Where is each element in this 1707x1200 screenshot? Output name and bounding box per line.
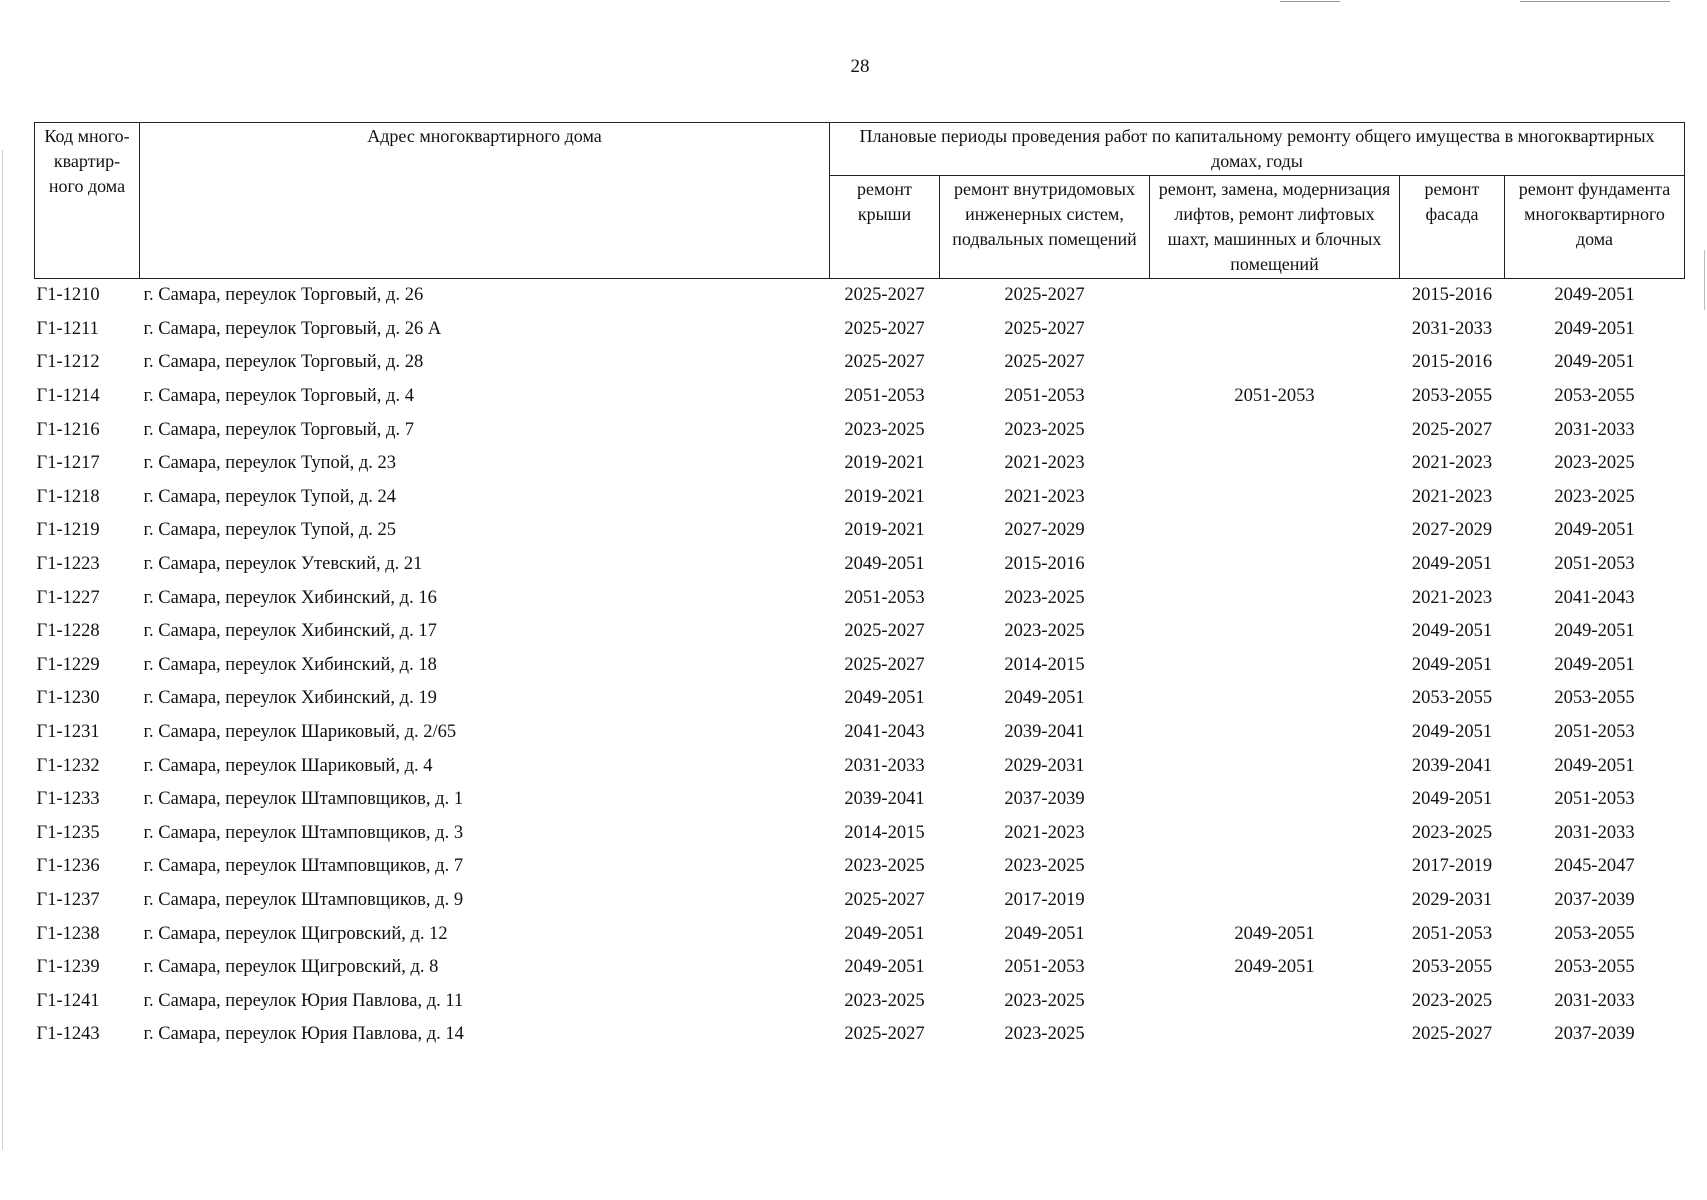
table-row <box>35 817 1685 851</box>
cell-elevators: 2049-2051 <box>1234 957 1315 978</box>
cell-facade: 2025-2027 <box>1411 1024 1493 1045</box>
cell-roof: 2031-2033 <box>844 755 925 776</box>
cell-address: г. Самара, переулок Штамповщиков, д. 1 <box>143 789 464 810</box>
cell-address: г. Самара, переулок Шариковый, д. 4 <box>143 755 433 776</box>
cell-address: г. Самара, переулок Шариковый, д. 2/65 <box>143 722 457 743</box>
cell-facade: 2031-2033 <box>1411 318 1493 339</box>
cell-roof: 2025-2027 <box>844 889 925 910</box>
cell-code: Г1-1223 <box>36 554 100 575</box>
cell-foundation: 2023-2025 <box>1554 486 1635 507</box>
table-row <box>35 951 1685 985</box>
cell-address: г. Самара, переулок Юрия Павлова, д. 11 <box>143 990 464 1011</box>
table-row <box>35 649 1685 683</box>
page-number: 28 <box>850 56 870 77</box>
cell-address: г. Самара, переулок Торговый, д. 26 <box>143 285 424 306</box>
repair-schedule-table <box>34 122 1685 1052</box>
cell-roof: 2049-2051 <box>844 688 925 709</box>
cell-address: г. Самара, переулок Штамповщиков, д. 3 <box>143 822 464 843</box>
cell-code: Г1-1236 <box>36 856 100 877</box>
cell-roof: 2041-2043 <box>844 722 925 743</box>
cell-facade: 2053-2055 <box>1411 688 1493 709</box>
cell-address: г. Самара, переулок Тупой, д. 23 <box>143 453 397 474</box>
cell-facade: 2053-2055 <box>1411 957 1493 978</box>
table-row <box>35 447 1685 481</box>
cell-foundation: 2031-2033 <box>1554 419 1635 440</box>
cell-address: г. Самара, переулок Тупой, д. 25 <box>143 520 397 541</box>
cell-roof: 2025-2027 <box>844 285 925 306</box>
cell-roof: 2051-2053 <box>844 386 925 407</box>
cell-roof: 2019-2021 <box>844 520 925 541</box>
cell-foundation: 2049-2051 <box>1554 520 1635 541</box>
cell-elevators <box>1150 447 1400 481</box>
cell-roof: 2025-2027 <box>844 621 925 642</box>
cell-roof: 2049-2051 <box>844 957 925 978</box>
table-row <box>35 682 1685 716</box>
cell-engineering: 2039-2041 <box>1004 722 1085 743</box>
cell-foundation: 2041-2043 <box>1554 587 1635 608</box>
cell-roof: 2025-2027 <box>844 654 925 675</box>
cell-engineering: 2015-2016 <box>1004 554 1085 575</box>
cell-address: г. Самара, переулок Юрия Павлова, д. 14 <box>143 1024 464 1045</box>
table-row <box>35 716 1685 750</box>
cell-facade: 2025-2027 <box>1411 419 1493 440</box>
cell-address: г. Самара, переулок Хибинский, д. 19 <box>143 688 437 709</box>
cell-code: Г1-1237 <box>36 889 100 910</box>
cell-facade: 2053-2055 <box>1411 386 1493 407</box>
cell-roof: 2049-2051 <box>844 923 925 944</box>
table-row <box>35 548 1685 582</box>
cell-elevators <box>1150 481 1400 515</box>
table-body <box>35 279 1685 1052</box>
cell-elevators: 2051-2053 <box>1234 386 1315 407</box>
cell-roof: 2049-2051 <box>844 554 925 575</box>
cell-elevators <box>1150 783 1400 817</box>
cell-address: г. Самара, переулок Хибинский, д. 17 <box>143 621 437 642</box>
cell-engineering: 2025-2027 <box>1004 352 1085 373</box>
cell-elevators <box>1150 514 1400 548</box>
table-row <box>35 850 1685 884</box>
column-header-facade: ремонт фасада <box>1400 176 1505 279</box>
cell-elevators <box>1150 581 1400 615</box>
cell-facade: 2049-2051 <box>1411 789 1493 810</box>
cell-elevators <box>1150 649 1400 683</box>
cell-foundation: 2053-2055 <box>1554 957 1635 978</box>
cell-facade: 2021-2023 <box>1411 486 1493 507</box>
table-row <box>35 514 1685 548</box>
column-header-address: Адрес многоквартирного дома <box>140 123 830 279</box>
cell-facade: 2039-2041 <box>1411 755 1493 776</box>
cell-engineering: 2051-2053 <box>1004 386 1085 407</box>
table-row <box>35 380 1685 414</box>
cell-engineering: 2014-2015 <box>1004 654 1085 675</box>
table-row <box>35 279 1685 313</box>
cell-elevators <box>1150 850 1400 884</box>
column-header-engineering: ремонт внутридомовых инженерных систем, подвальных помещений <box>940 176 1150 279</box>
table-row <box>35 884 1685 918</box>
cell-facade: 2021-2023 <box>1411 587 1493 608</box>
cell-code: Г1-1219 <box>36 520 100 541</box>
cell-code: Г1-1232 <box>36 755 100 776</box>
cell-engineering: 2021-2023 <box>1004 486 1085 507</box>
cell-roof: 2025-2027 <box>844 352 925 373</box>
cell-engineering: 2023-2025 <box>1004 587 1085 608</box>
cell-foundation: 2049-2051 <box>1554 654 1635 675</box>
table-row <box>35 481 1685 515</box>
cell-engineering: 2025-2027 <box>1004 318 1085 339</box>
cell-elevators <box>1150 413 1400 447</box>
cell-address: г. Самара, переулок Щигровский, д. 8 <box>143 957 439 978</box>
scan-mark <box>1520 1 1670 2</box>
cell-address: г. Самара, переулок Хибинский, д. 18 <box>143 654 437 675</box>
cell-elevators <box>1150 346 1400 380</box>
cell-elevators <box>1150 749 1400 783</box>
table-row <box>35 615 1685 649</box>
cell-roof: 2019-2021 <box>844 486 925 507</box>
cell-facade: 2049-2051 <box>1411 654 1493 675</box>
scan-edge-left <box>2 150 3 1150</box>
cell-foundation: 2051-2053 <box>1554 722 1635 743</box>
column-header-foundation: ремонт фундамента многоквартирного дома <box>1505 176 1685 279</box>
column-header-elevators: ремонт, замена, модернизация лифтов, ремонт лифтовых шахт, машинных и блочных помещений <box>1150 176 1400 279</box>
table-row <box>35 749 1685 783</box>
cell-code: Г1-1216 <box>36 419 100 440</box>
cell-foundation: 2049-2051 <box>1554 318 1635 339</box>
cell-roof: 2023-2025 <box>844 990 925 1011</box>
table-row <box>35 984 1685 1018</box>
cell-facade: 2021-2023 <box>1411 453 1493 474</box>
cell-code: Г1-1238 <box>36 923 100 944</box>
cell-code: Г1-1217 <box>36 453 100 474</box>
cell-foundation: 2049-2051 <box>1554 285 1635 306</box>
cell-engineering: 2023-2025 <box>1004 990 1085 1011</box>
table-row <box>35 1018 1685 1052</box>
cell-address: г. Самара, переулок Утевский, д. 21 <box>143 554 423 575</box>
cell-elevators <box>1150 884 1400 918</box>
column-header-code: Код много-квартир-ного дома <box>35 123 140 279</box>
cell-foundation: 2023-2025 <box>1554 453 1635 474</box>
scan-edge-right <box>1704 250 1705 310</box>
cell-roof: 2025-2027 <box>844 1024 925 1045</box>
column-header-periods-group: Плановые периоды проведения работ по капитальному ремонту общего имущества в многоквартирных домах, годы <box>830 123 1685 176</box>
cell-roof: 2025-2027 <box>844 318 925 339</box>
cell-elevators <box>1150 817 1400 851</box>
cell-roof: 2019-2021 <box>844 453 925 474</box>
cell-foundation: 2049-2051 <box>1554 621 1635 642</box>
cell-foundation: 2031-2033 <box>1554 822 1635 843</box>
cell-code: Г1-1211 <box>36 318 99 339</box>
column-header-roof: ремонт крыши <box>830 176 940 279</box>
cell-engineering: 2023-2025 <box>1004 621 1085 642</box>
cell-code: Г1-1227 <box>36 587 100 608</box>
cell-foundation: 2053-2055 <box>1554 688 1635 709</box>
cell-elevators <box>1150 313 1400 347</box>
cell-facade: 2049-2051 <box>1411 621 1493 642</box>
cell-code: Г1-1239 <box>36 957 100 978</box>
cell-address: г. Самара, переулок Тупой, д. 24 <box>143 486 397 507</box>
scan-mark <box>1280 1 1340 2</box>
table-row <box>35 313 1685 347</box>
cell-address: г. Самара, переулок Торговый, д. 28 <box>143 352 424 373</box>
cell-facade: 2023-2025 <box>1411 822 1493 843</box>
cell-engineering: 2023-2025 <box>1004 419 1085 440</box>
cell-engineering: 2021-2023 <box>1004 822 1085 843</box>
cell-elevators <box>1150 548 1400 582</box>
cell-foundation: 2045-2047 <box>1554 856 1635 877</box>
cell-code: Г1-1214 <box>36 386 100 407</box>
cell-code: Г1-1231 <box>36 722 100 743</box>
cell-engineering: 2027-2029 <box>1004 520 1085 541</box>
table-row <box>35 581 1685 615</box>
cell-roof: 2023-2025 <box>844 419 925 440</box>
cell-engineering: 2023-2025 <box>1004 856 1085 877</box>
table-row <box>35 413 1685 447</box>
cell-address: г. Самара, переулок Штамповщиков, д. 7 <box>143 856 464 877</box>
cell-facade: 2023-2025 <box>1411 990 1493 1011</box>
cell-facade: 2015-2016 <box>1411 285 1493 306</box>
cell-elevators <box>1150 984 1400 1018</box>
cell-elevators <box>1150 682 1400 716</box>
cell-engineering: 2017-2019 <box>1004 889 1085 910</box>
cell-elevators: 2049-2051 <box>1234 923 1315 944</box>
cell-facade: 2027-2029 <box>1411 520 1493 541</box>
cell-foundation: 2053-2055 <box>1554 386 1635 407</box>
table-header <box>35 123 1685 279</box>
cell-code: Г1-1241 <box>36 990 100 1011</box>
cell-roof: 2039-2041 <box>844 789 925 810</box>
cell-engineering: 2025-2027 <box>1004 285 1085 306</box>
cell-foundation: 2049-2051 <box>1554 755 1635 776</box>
cell-elevators <box>1150 615 1400 649</box>
table-row <box>35 917 1685 951</box>
cell-foundation: 2051-2053 <box>1554 789 1635 810</box>
cell-code: Г1-1233 <box>36 789 100 810</box>
cell-engineering: 2051-2053 <box>1004 957 1085 978</box>
cell-code: Г1-1235 <box>36 822 100 843</box>
cell-engineering: 2049-2051 <box>1004 923 1085 944</box>
header-row-top <box>35 123 1685 176</box>
cell-foundation: 2049-2051 <box>1554 352 1635 373</box>
cell-address: г. Самара, переулок Торговый, д. 26 А <box>143 318 442 339</box>
table-row <box>35 783 1685 817</box>
cell-code: Г1-1228 <box>36 621 100 642</box>
cell-foundation: 2053-2055 <box>1554 923 1635 944</box>
cell-elevators <box>1150 716 1400 750</box>
cell-facade: 2051-2053 <box>1411 923 1493 944</box>
cell-code: Г1-1243 <box>36 1024 100 1045</box>
cell-code: Г1-1230 <box>36 688 100 709</box>
cell-code: Г1-1212 <box>36 352 100 373</box>
cell-facade: 2017-2019 <box>1411 856 1493 877</box>
cell-elevators <box>1150 279 1400 313</box>
cell-facade: 2029-2031 <box>1411 889 1493 910</box>
table-row <box>35 346 1685 380</box>
cell-roof: 2051-2053 <box>844 587 925 608</box>
cell-elevators <box>1150 1018 1400 1052</box>
cell-foundation: 2037-2039 <box>1554 1024 1635 1045</box>
cell-address: г. Самара, переулок Торговый, д. 7 <box>143 419 414 440</box>
cell-roof: 2014-2015 <box>844 822 925 843</box>
cell-code: Г1-1229 <box>36 654 100 675</box>
cell-engineering: 2023-2025 <box>1004 1024 1085 1045</box>
cell-code: Г1-1218 <box>36 486 100 507</box>
cell-engineering: 2049-2051 <box>1004 688 1085 709</box>
cell-roof: 2023-2025 <box>844 856 925 877</box>
cell-address: г. Самара, переулок Торговый, д. 4 <box>143 386 414 407</box>
cell-address: г. Самара, переулок Щигровский, д. 12 <box>143 923 448 944</box>
cell-engineering: 2029-2031 <box>1004 755 1085 776</box>
cell-facade: 2049-2051 <box>1411 722 1493 743</box>
cell-facade: 2015-2016 <box>1411 352 1493 373</box>
cell-address: г. Самара, переулок Хибинский, д. 16 <box>143 587 437 608</box>
cell-engineering: 2037-2039 <box>1004 789 1085 810</box>
cell-engineering: 2021-2023 <box>1004 453 1085 474</box>
cell-foundation: 2037-2039 <box>1554 889 1635 910</box>
cell-foundation: 2031-2033 <box>1554 990 1635 1011</box>
cell-facade: 2049-2051 <box>1411 554 1493 575</box>
cell-foundation: 2051-2053 <box>1554 554 1635 575</box>
cell-address: г. Самара, переулок Штамповщиков, д. 9 <box>143 889 464 910</box>
cell-code: Г1-1210 <box>36 285 100 306</box>
